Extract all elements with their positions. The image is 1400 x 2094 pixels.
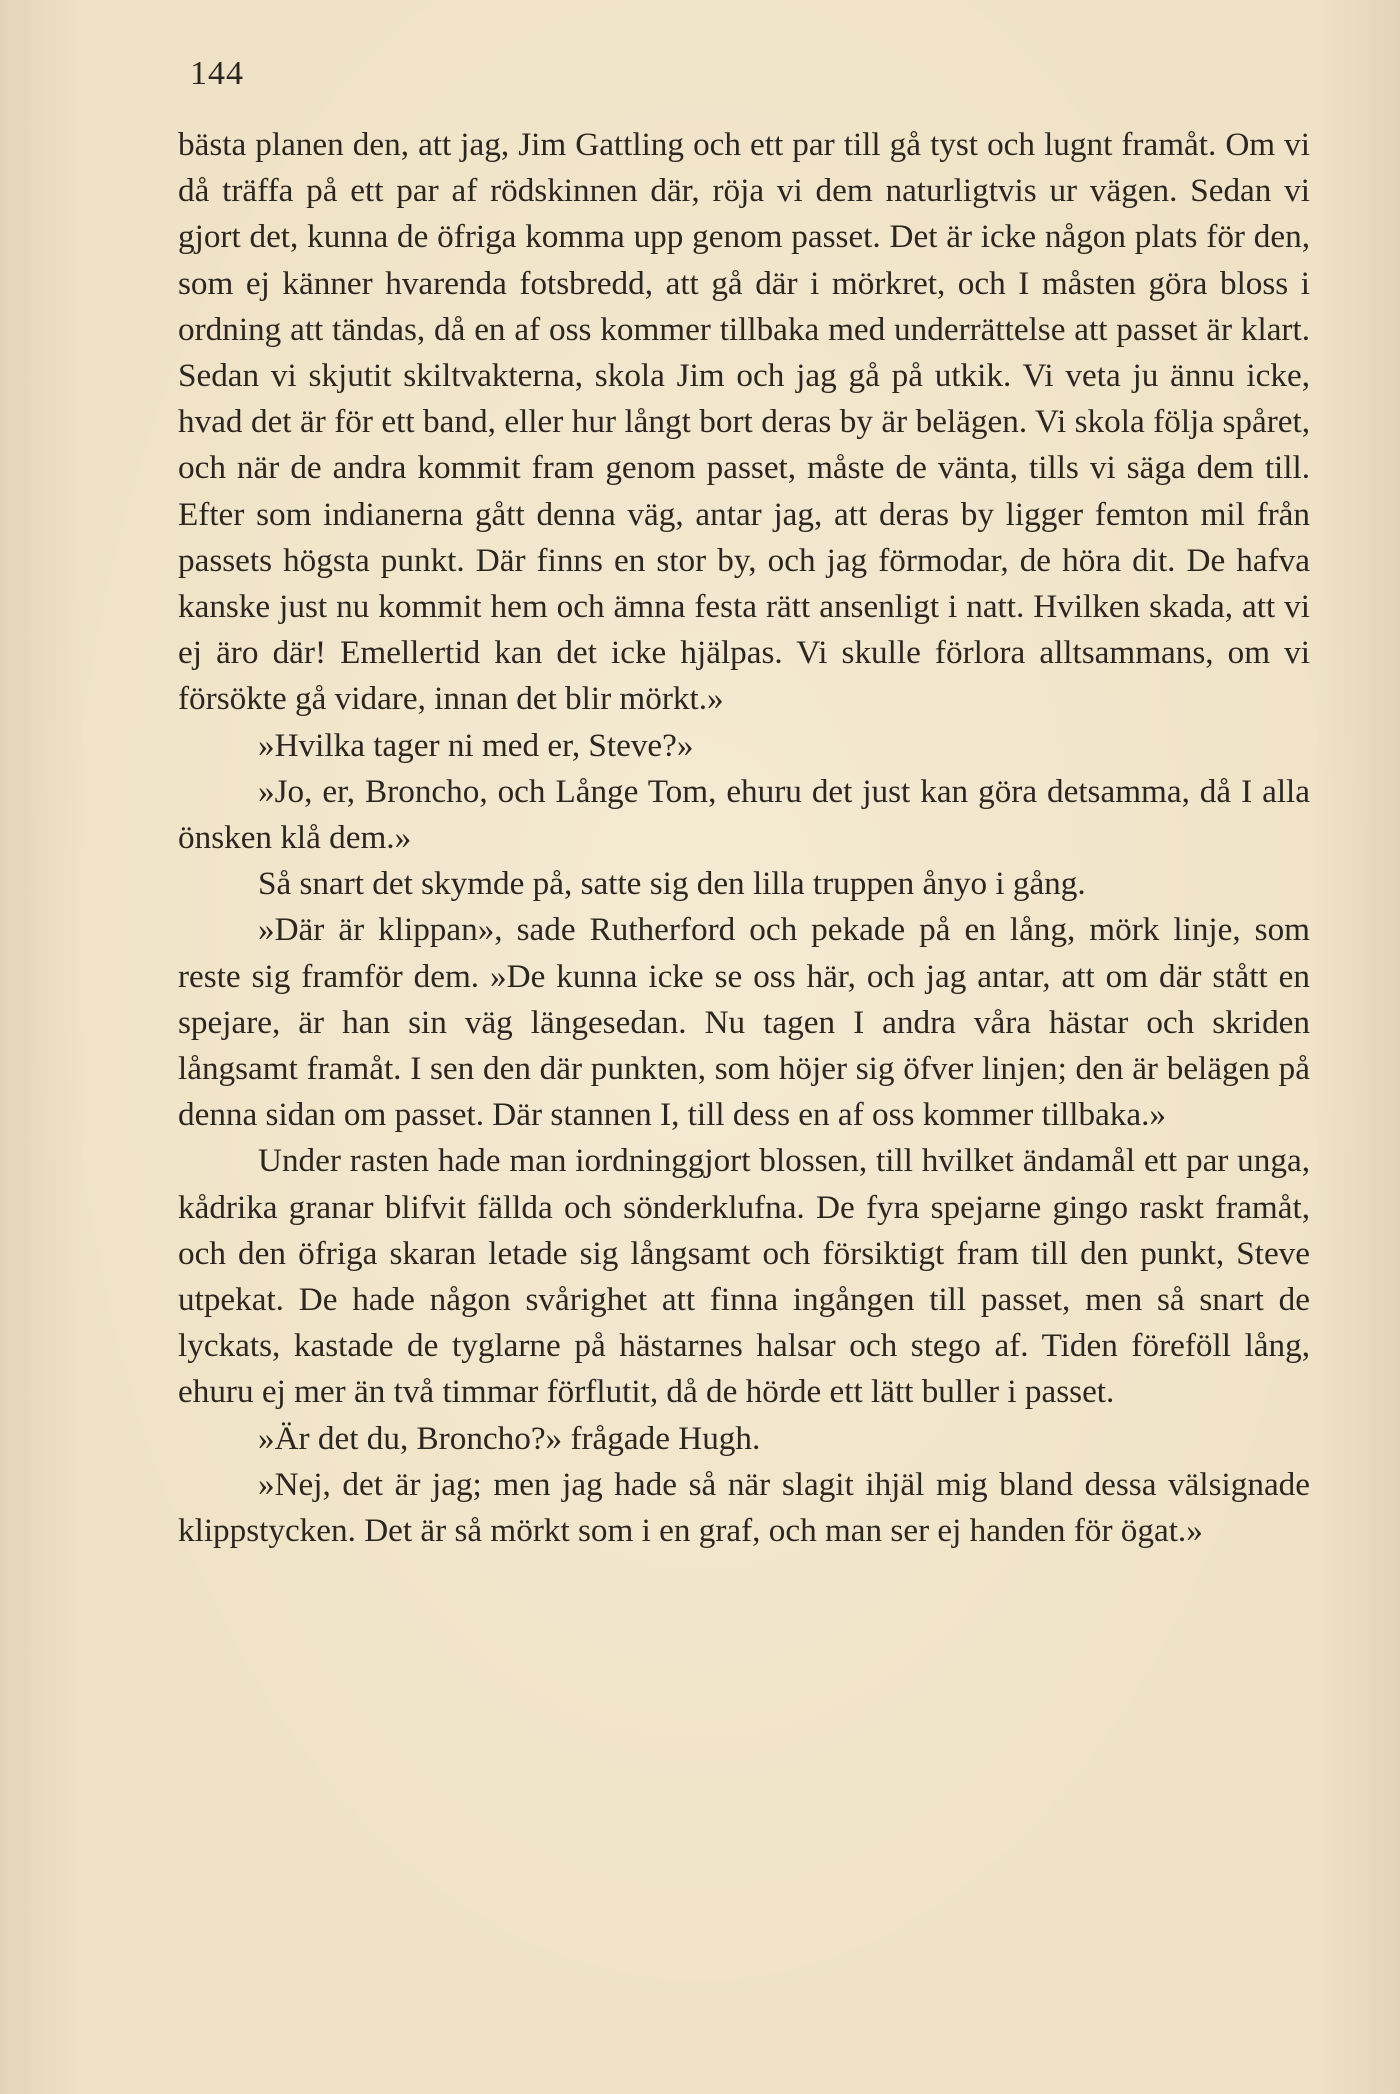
- paragraph: Under rasten hade man iordninggjort blossen, till hvilket ändamål ett par unga, kådrika granar blifvit fällda och sönderklufna. De fyra spejarne gingo raskt framåt, och den öfriga skaran letade sig långsamt och försiktigt fram till den punkt, Steve utpekat. De hade någon svårighet att finna ingången till passet, men så snart de lyckats, kastade de tyglarne på hästarnes halsar och stego af. Tiden föreföll lång, ehuru ej mer än två timmar förflutit, då de hörde ett lätt buller i passet.: [178, 1142, 1310, 1411]
- page-number: 144: [190, 55, 244, 92]
- paragraph: »Där är klippan», sade Rutherford och pekade på en lång, mörk linje, som reste sig framför dem. »De kunna icke se oss här, och jag antar, att om där stått en spejare, är han sin väg längesedan. Nu tagen I andra våra hästar och skriden långsamt framåt. I sen den där punkten, som höjer sig öfver linjen; den är belägen på denna sidan om passet. Där stannen I, till dess en af oss kommer tillbaka.»: [178, 911, 1310, 1134]
- paragraph: »Nej, det är jag; men jag hade så när slagit ihjäl mig bland dessa välsignade klippstycken. Det är så mörkt som i en graf, och man ser ej handen för ögat.»: [178, 1465, 1310, 1550]
- body-text: [178, 122, 1310, 1554]
- paragraph: bästa planen den, att jag, Jim Gattling och ett par till gå tyst och lugnt framåt. Om vi då träffa på ett par af rödskinnen där, röja vi dem naturligtvis ur vägen. Sedan vi gjort det, kunna de öfriga komma upp genom passet. Det är icke någon plats för den, som ej känner hvarenda fotsbredd, att gå där i mörkret, och I måsten göra bloss i ordning att tändas, då en af oss kommer tillbaka med underrättelse att passet är klart. Sedan vi skjutit skiltvakterna, skola Jim och jag gå på utkik. Vi veta ju ännu icke, hvad det är för ett band, eller hur långt bort deras by är belägen. Vi skola följa spåret, och när de andra kommit fram genom passet, måste de vänta, tills vi säga dem till. Efter som indianerna gått denna väg, antar jag, att deras by ligger femton mil från passets högsta punkt. Där finns en stor by, och jag förmodar, de höra dit. De hafva kanske just nu kommit hem och ämna festa rätt ansenligt i natt. Hvilken skada, att vi ej äro där! Emellertid kan det icke hjälpas. Vi skulle förlora alltsammans, om vi försökte gå vidare, innan det blir mörkt.»: [178, 126, 1310, 718]
- paragraph: »Hvilka tager ni med er, Steve?»: [258, 726, 694, 764]
- paragraph: »Är det du, Broncho?» frågade Hugh.: [258, 1419, 761, 1457]
- paragraph: Så snart det skymde på, satte sig den lilla truppen ånyo i gång.: [258, 865, 1086, 903]
- paragraph: »Jo, er, Broncho, och Långe Tom, ehuru det just kan göra detsamma, då I alla önsken klå dem.»: [178, 772, 1310, 857]
